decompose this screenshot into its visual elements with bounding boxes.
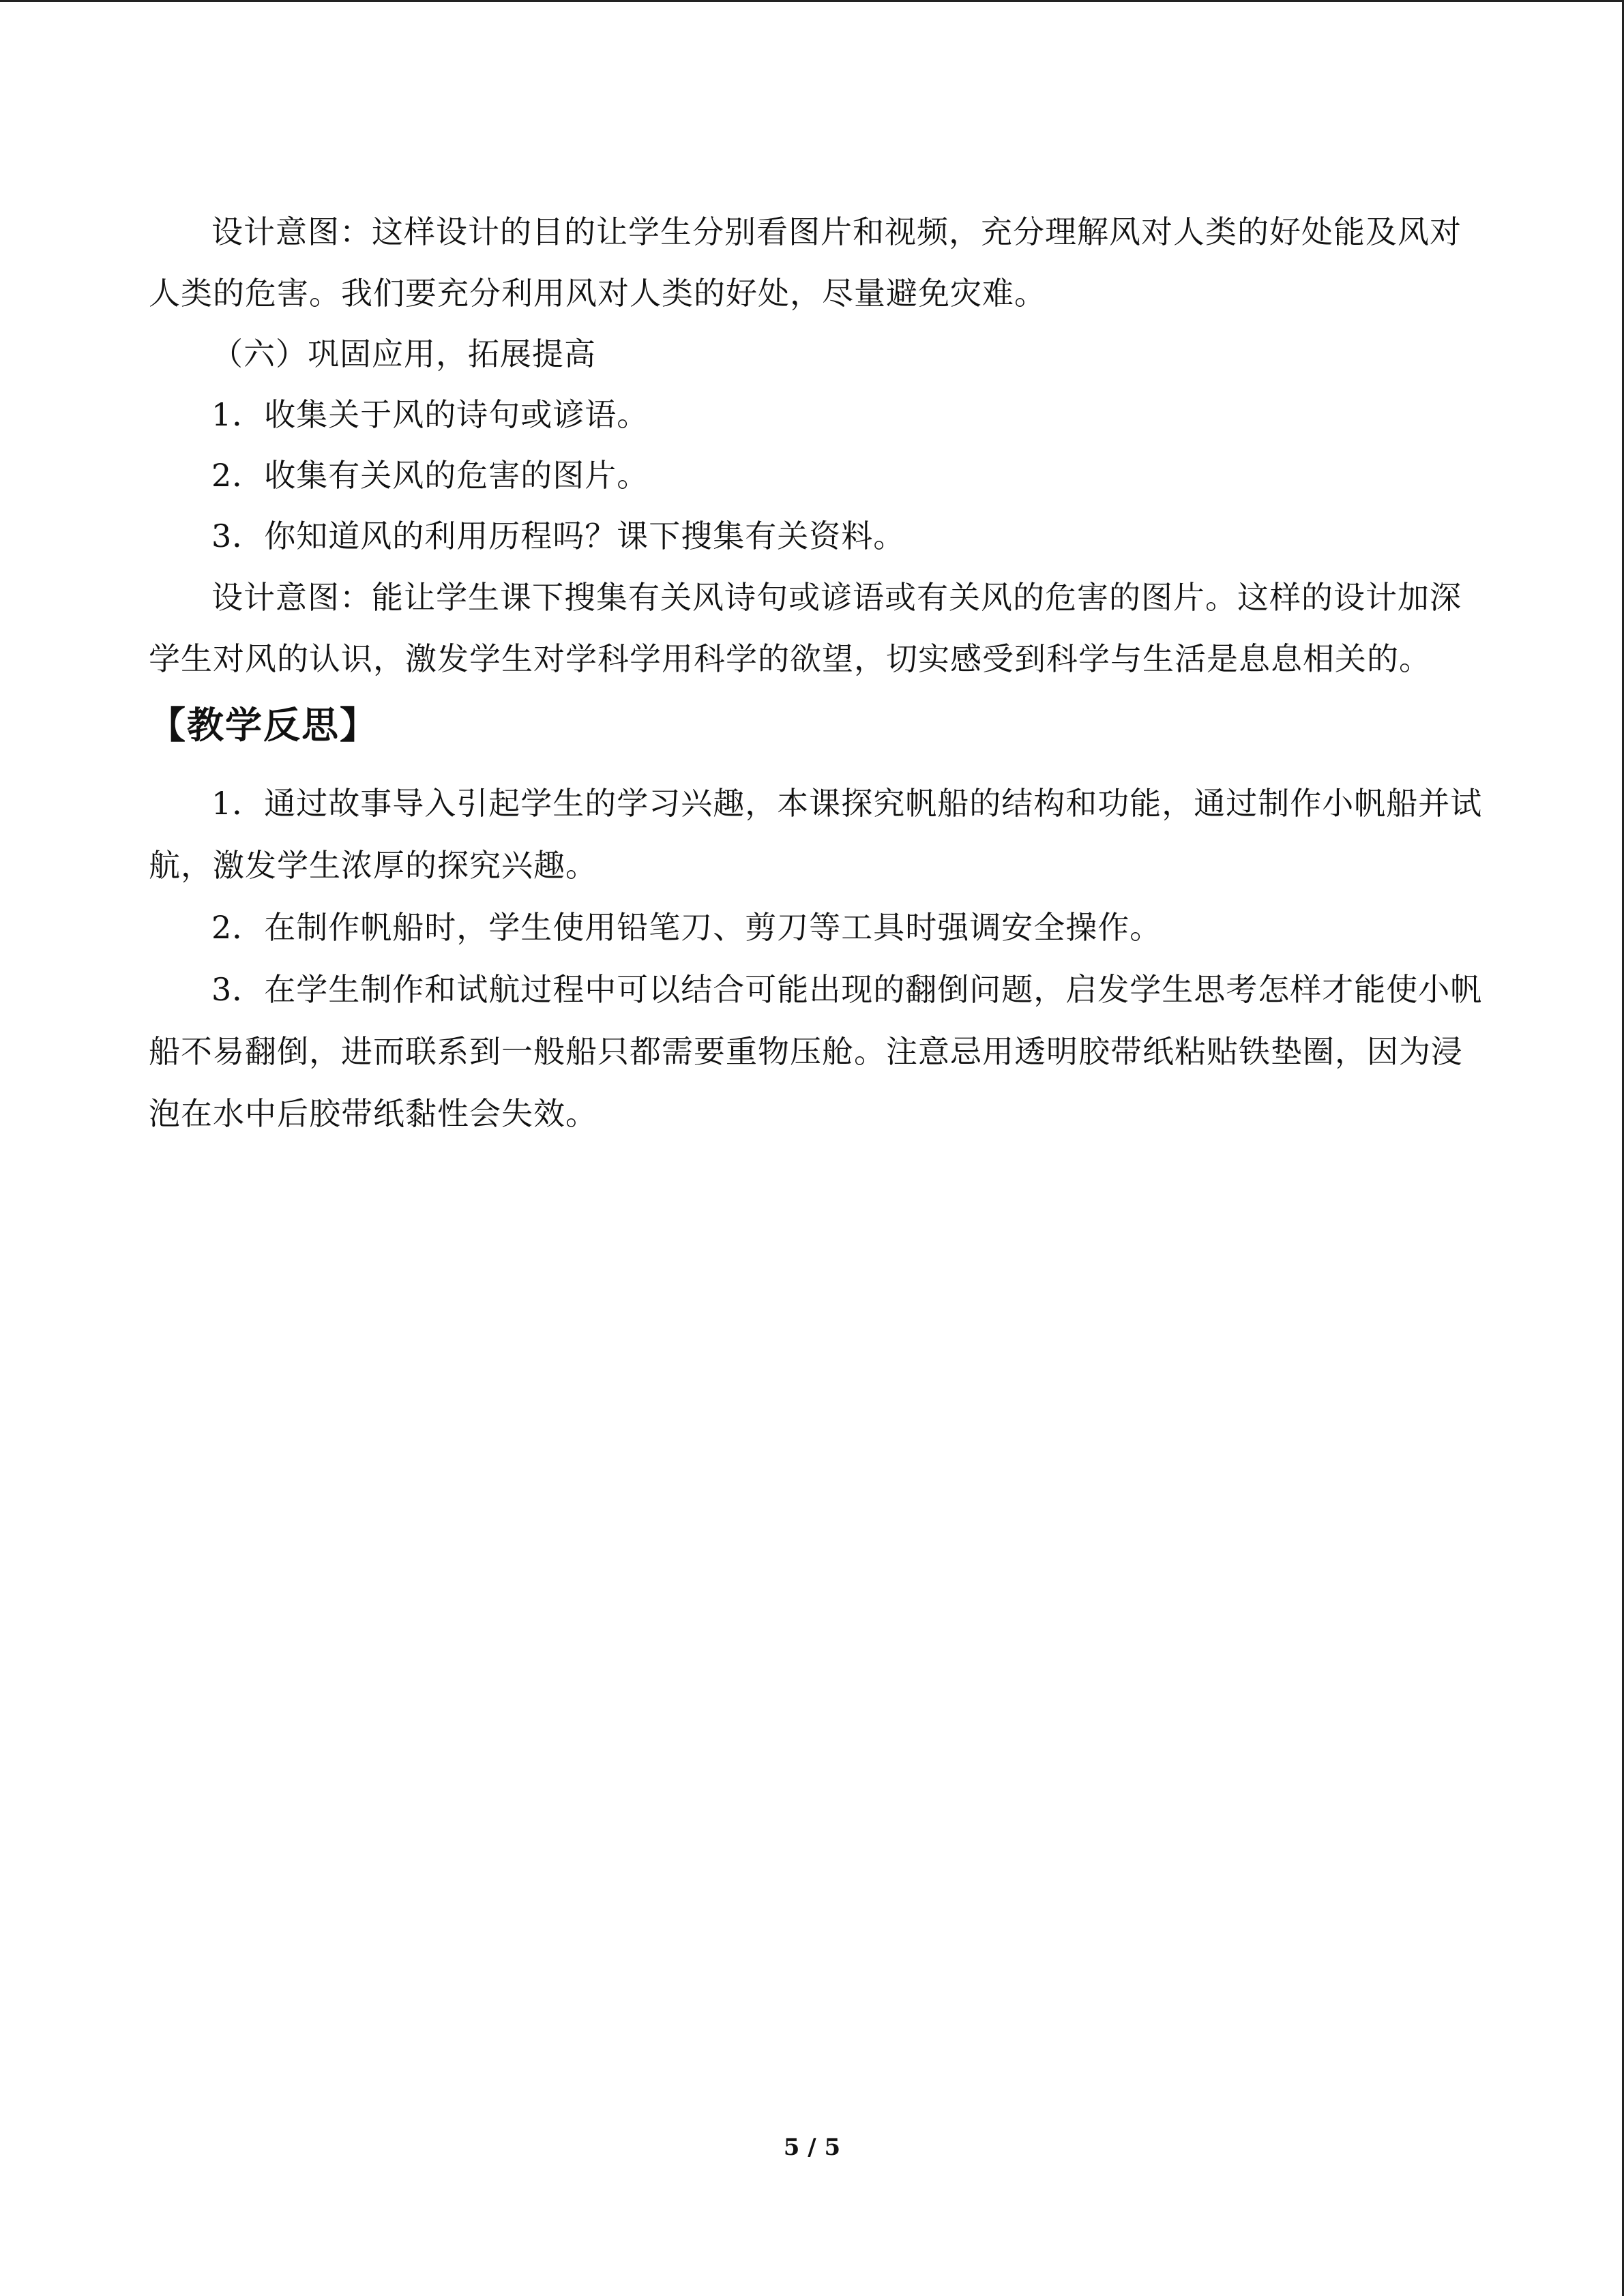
document-body bbox=[149, 201, 1486, 1145]
reflection-item: 2．在制作帆船时，学生使用铅笔刀、剪刀等工具时强调安全操作。 bbox=[211, 909, 1162, 946]
list-item: 3．你知道风的利用历程吗？课下搜集有关资料。 bbox=[211, 518, 906, 554]
list-item: 2．收集有关风的危害的图片。 bbox=[211, 457, 649, 494]
section-heading-teaching-reflection: 【教学反思】 bbox=[149, 704, 378, 747]
reflection-item: 3．在学生制作和试航过程中可以结合可能出现的翻倒问题，启发学生思考怎样才能使小帆船不易翻倒，进而联系到一般船只都需要重物压舱。注意忌用透明胶带纸粘贴铁垫圈，因为浸泡在水中后胶带纸黏性会失效。 bbox=[149, 971, 1483, 1132]
list-item: 1．收集关于风的诗句或谚语。 bbox=[211, 396, 649, 433]
reflection-list bbox=[149, 773, 1486, 1145]
page-number: 5 / 5 bbox=[783, 2134, 841, 2161]
design-intent-paragraph-1: 设计意图：这样设计的目的让学生分别看图片和视频，充分理解风对人类的好处能及风对人类的危害。我们要充分利用风对人类的好处，尽量避免灾难。 bbox=[149, 213, 1462, 312]
reflection-item: 1．通过故事导入引起学生的学习兴趣，本课探究帆船的结构和功能，通过制作小帆船并试航，激发学生浓厚的探究兴趣。 bbox=[149, 785, 1483, 884]
design-intent-paragraph-2: 设计意图：能让学生课下搜集有关风诗句或谚语或有关风的危害的图片。这样的设计加深学生对风的认识，激发学生对学科学用科学的欲望，切实感受到科学与生活是息息相关的。 bbox=[149, 579, 1462, 677]
section-six-title: （六）巩固应用，拓展提高 bbox=[211, 336, 596, 372]
